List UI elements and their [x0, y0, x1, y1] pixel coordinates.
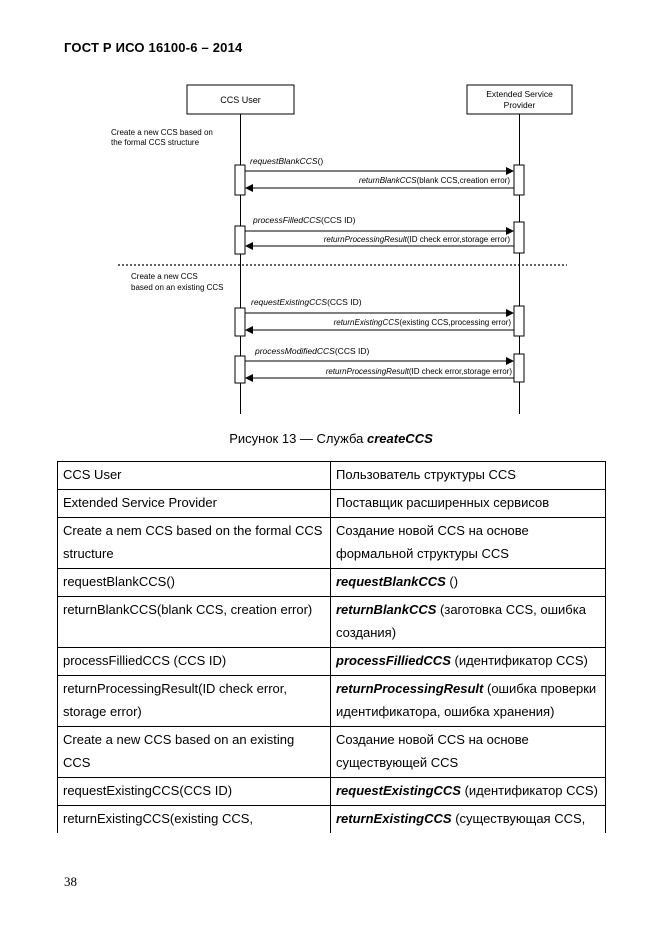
- term-en: returnExistingCCS(existing CCS,: [58, 806, 331, 834]
- term-ru: processFilliedCCS (идентификатор CCS): [331, 648, 606, 676]
- term-en: processFilliedCCS (CCS ID): [58, 648, 331, 676]
- term-en: requestBlankCCS(): [58, 569, 331, 597]
- term-ru: Поставщик расширенных сервисов: [331, 490, 606, 518]
- term-ru: requestExistingCCS (идентификатор CCS): [331, 778, 606, 806]
- message-label-2: returnBlankCCS(blank CCS,creation error): [358, 176, 510, 185]
- caption-service: createCCS: [367, 431, 433, 446]
- term-en: returnProcessingResult(ID check error, storage error): [58, 676, 331, 727]
- activation-esp-3: [514, 306, 524, 336]
- term-ru: returnBlankCCS (заготовка CCS, ошибка создания): [331, 597, 606, 648]
- table-row: [58, 490, 606, 518]
- note-formal-1: Create a new CCS based on: [111, 128, 213, 137]
- term-table: [57, 461, 606, 833]
- term-ru: requestBlankCCS (): [331, 569, 606, 597]
- term-ru: Создание новой CCS на основе формальной структуры CCS: [331, 518, 606, 569]
- figure-caption: [0, 431, 662, 446]
- term-en: Extended Service Provider: [58, 490, 331, 518]
- table-row: [58, 597, 606, 648]
- table-row: [58, 518, 606, 569]
- lifeline-label-ccs-user: CCS User: [220, 95, 261, 105]
- page-number: 38: [64, 874, 77, 889]
- note-existing-1: Create a new CCS: [131, 272, 198, 281]
- activation-user-3: [235, 308, 245, 336]
- term-en: Create a nem CCS based on the formal CCS structure: [58, 518, 331, 569]
- message-label-4: returnProcessingResult(ID check error,storage error): [323, 235, 510, 244]
- message-label-1: requestBlankCCS(): [250, 156, 324, 166]
- sequence-diagram: [0, 0, 662, 425]
- activation-user-2: [235, 226, 245, 254]
- message-label-7: processModifiedCCS(CCS ID): [255, 346, 370, 356]
- activation-user-1: [235, 165, 245, 195]
- message-label-8: returnProcessingResult(ID check error,storage error): [325, 367, 512, 376]
- term-ru: returnProcessingResult (ошибка проверки идентификатора, ошибка хранения): [331, 676, 606, 727]
- table-row: [58, 778, 606, 806]
- table-row: [58, 806, 606, 834]
- term-en: CCS User: [58, 462, 331, 490]
- term-en: returnBlankCCS(blank CCS, creation error): [58, 597, 331, 648]
- table-row: [58, 676, 606, 727]
- message-label-6: returnExistingCCS(existing CCS,processing error): [333, 318, 511, 327]
- activation-esp-4: [514, 354, 524, 382]
- term-en: requestExistingCCS(CCS ID): [58, 778, 331, 806]
- activation-esp-2: [514, 222, 524, 253]
- message-label-5: requestExistingCCS(CCS ID): [251, 297, 362, 307]
- table-row: [58, 569, 606, 597]
- activation-user-4: [235, 356, 245, 383]
- lifeline-label-esp-2: Provider: [503, 100, 536, 110]
- caption-prefix: Рисунок 13 — Служба: [229, 431, 367, 446]
- table-row: [58, 462, 606, 490]
- document-header: ГОСТ Р ИСО 16100-6 – 2014: [64, 40, 243, 55]
- table-row: [58, 727, 606, 778]
- note-existing-2: based on an existing CCS: [131, 283, 224, 292]
- note-formal-2: the formal CCS structure: [111, 138, 200, 147]
- term-ru: Создание новой CCS на основе существующей CCS: [331, 727, 606, 778]
- term-ru: returnExistingCCS (существующая CCS,: [331, 806, 606, 834]
- activation-esp-1: [514, 165, 524, 195]
- term-ru: Пользователь структуры CCS: [331, 462, 606, 490]
- message-label-3: processFilledCCS(CCS ID): [253, 215, 356, 225]
- lifeline-label-esp-1: Extended Service: [486, 89, 553, 99]
- term-en: Create a new CCS based on an existing CCS: [58, 727, 331, 778]
- table-row: [58, 648, 606, 676]
